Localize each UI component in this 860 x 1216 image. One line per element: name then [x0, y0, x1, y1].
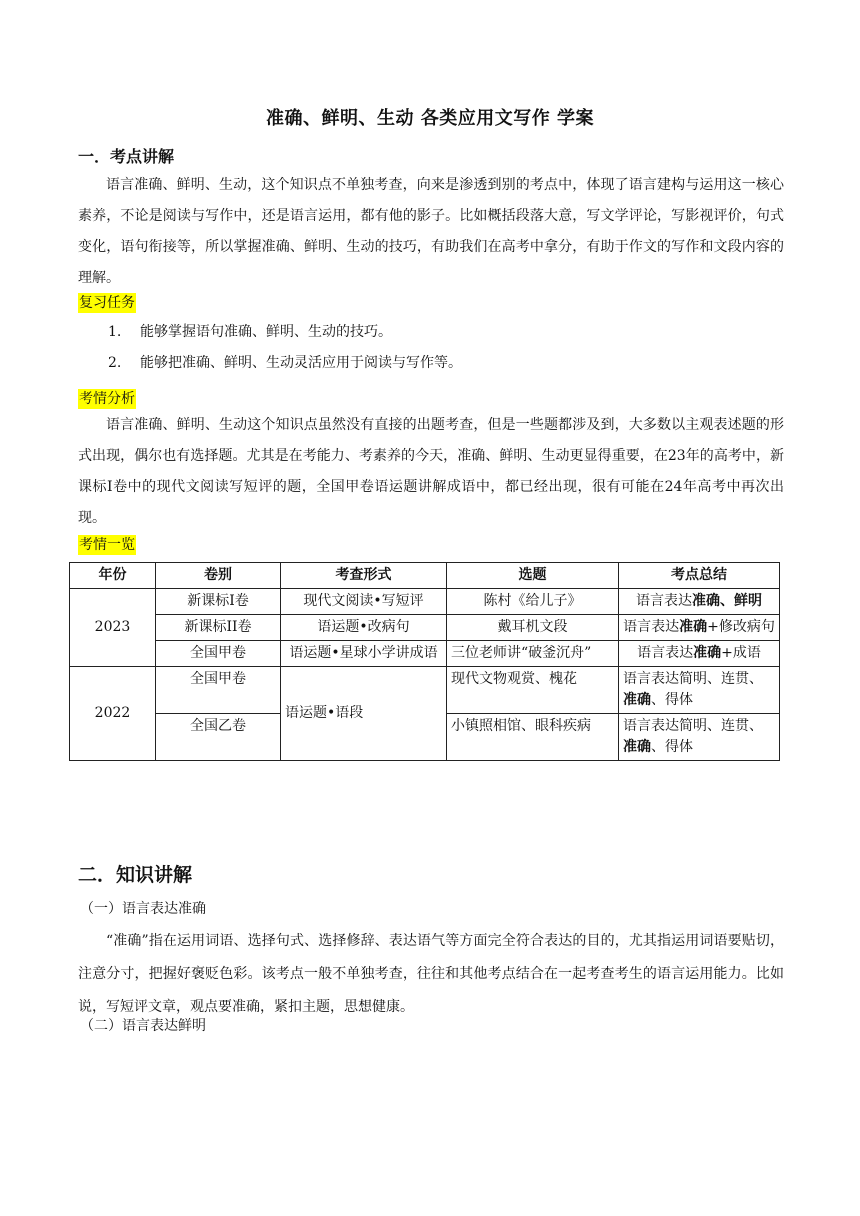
paper-cell: 全国甲卷 — [156, 667, 281, 714]
header-paper: 卷别 — [156, 563, 281, 589]
topic-cell: 陈村《给儿子》 — [447, 589, 619, 615]
summary-text: 语言表达 — [637, 645, 694, 661]
summary-text: +修改病句 — [707, 619, 775, 635]
topic-cell: 小镇照相馆、眼科疾病 — [447, 714, 619, 761]
topic-cell: 现代文物观赏、槐花 — [447, 667, 619, 714]
summary-cell — [619, 714, 780, 761]
table-row — [70, 615, 780, 641]
section-heading-knowledge: 二．知识讲解 — [78, 864, 193, 886]
subheading-vividness: （二）语言表达鲜明 — [80, 1018, 206, 1034]
table-row — [70, 589, 780, 615]
task-number: 2. — [108, 355, 122, 371]
summary-cell — [619, 615, 780, 641]
task-text: 能够掌握语句准确、鲜明、生动的技巧。 — [140, 324, 392, 340]
form-cell: 语运题•语段 — [281, 667, 447, 761]
summary-text: 语言表达 — [636, 593, 692, 609]
form-cell: 现代文阅读•写短评 — [281, 589, 447, 615]
exam-overview-table — [69, 562, 780, 761]
summary-text: 语言表达简明、连贯、 — [623, 671, 763, 687]
exam-overview-label: 考情一览 — [79, 537, 135, 553]
summary-text: +成语 — [721, 645, 761, 661]
summary-bold: 准确 — [623, 692, 651, 708]
summary-text: 、得体 — [651, 692, 693, 708]
paper-cell: 新课标Ⅰ卷 — [156, 589, 281, 615]
task-text: 能够把准确、鲜明、生动灵活应用于阅读与写作等。 — [140, 355, 462, 371]
header-year: 年份 — [70, 563, 156, 589]
table-header-row — [70, 563, 780, 589]
paper-cell: 全国乙卷 — [156, 714, 281, 761]
summary-bold: 准确、鲜明 — [692, 593, 762, 609]
review-task-item — [108, 353, 462, 373]
document-title: 准确、鲜明、生动 各类应用文写作 学案 — [265, 108, 595, 129]
paper-cell: 全国甲卷 — [156, 641, 281, 667]
summary-text: 语言表达 — [623, 619, 680, 635]
summary-text: 语言表达简明、连贯、 — [623, 718, 763, 734]
table-row — [70, 667, 780, 714]
exam-analysis-text: 语言准确、鲜明、生动这个知识点虽然没有直接的出题考查，但是一些题都涉及到，大多数以主观表述题的形式出现，偶尔也有选择题。尤其是在考能力、考素养的今天，准确、鲜明、生动更显得重要，在23年的高考中，新课标Ⅰ卷中的现代文阅读写短评的题，全国甲卷语运题讲解成语中，都已经出现，很有可能在24年高考中再次出现。 — [78, 417, 784, 526]
form-cell: 语运题•改病句 — [281, 615, 447, 641]
summary-text: 、得体 — [651, 739, 693, 755]
summary-bold: 准确 — [623, 739, 651, 755]
form-cell: 语运题•星球小学讲成语 — [281, 641, 447, 667]
header-form: 考查形式 — [281, 563, 447, 589]
header-topic: 选题 — [447, 563, 619, 589]
table-row — [70, 641, 780, 667]
review-task-item — [108, 322, 392, 342]
subheading-accuracy: （一）语言表达准确 — [80, 901, 206, 917]
summary-cell — [619, 589, 780, 615]
year-cell: 2023 — [70, 589, 156, 667]
section-heading-exam-points: 一．考点讲解 — [78, 147, 175, 166]
paper-cell: 新课标II卷 — [156, 615, 281, 641]
summary-cell — [619, 641, 780, 667]
exam-points-intro: 语言准确、鲜明、生动，这个知识点不单独考查，向来是渗透到别的考点中，体现了语言建构与运用这一核心素养，不论是阅读与写作中，还是语言运用，都有他的影子。比如概括段落大意，写文学评论，写影视评价，句式变化，语句衔接等，所以掌握准确、鲜明、生动的技巧，有助我们在高考中拿分，有助于作文的写作和文段内容的理解。 — [78, 177, 784, 286]
header-summary: 考点总结 — [619, 563, 780, 589]
topic-cell: 三位老师讲“破釜沉舟” — [447, 641, 619, 667]
review-tasks-label: 复习任务 — [79, 295, 135, 311]
topic-cell: 戴耳机文段 — [447, 615, 619, 641]
summary-bold: 准确 — [679, 619, 708, 635]
exam-analysis-label: 考情分析 — [79, 391, 135, 407]
summary-cell — [619, 667, 780, 714]
accuracy-paragraph: “准确”指在运用词语、选择句式、选择修辞、表达语气等方面完全符合表达的目的，尤其指运用词语要贴切，注意分寸，把握好褒贬色彩。该考点一般不单独考查，往往和其他考点结合在一起考查考生的语言运用能力。比如说，写短评文章，观点要准确，紧扣主题，思想健康。 — [78, 933, 784, 1015]
year-cell: 2022 — [70, 667, 156, 761]
summary-bold: 准确 — [693, 645, 722, 661]
task-number: 1. — [108, 324, 122, 340]
